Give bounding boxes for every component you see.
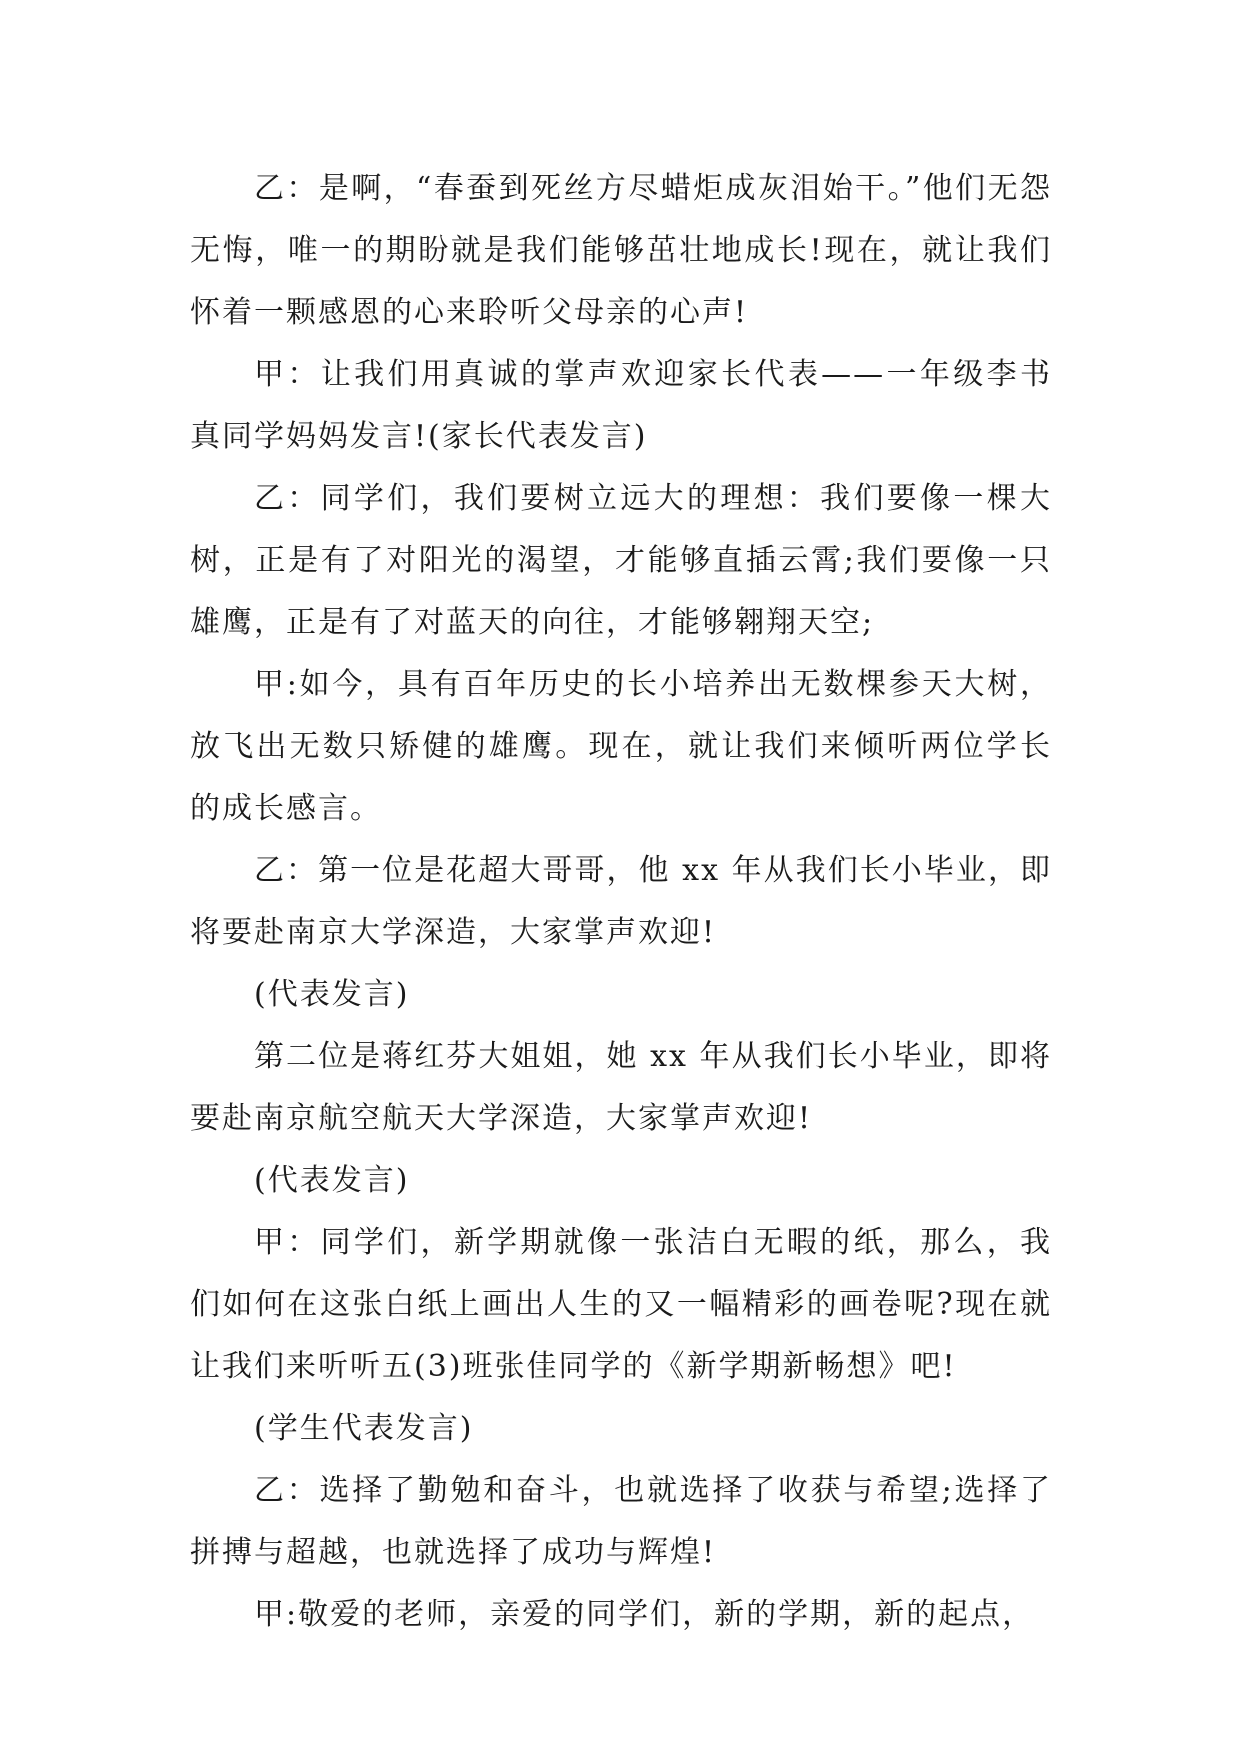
- paragraph: 乙：选择了勤勉和奋斗，也就选择了收获与希望;选择了拼搏与超越，也就选择了成功与辉煌!: [190, 1473, 1052, 1570]
- paragraph: 乙：第一位是花超大哥哥，他 xx 年从我们长小毕业，即将要赴南京大学深造，大家掌声欢迎!: [190, 853, 1052, 950]
- paragraph: (代表发言): [254, 1163, 410, 1198]
- paragraph: 第二位是蒋红芬大姐姐，她 xx 年从我们长小毕业，即将要赴南京航空航天大学深造，大家掌声欢迎!: [190, 1039, 1052, 1136]
- paragraph: (学生代表发言): [254, 1411, 474, 1446]
- paragraph: 甲:如今，具有百年历史的长小培养出无数棵参天大树，放飞出无数只矫健的雄鹰。现在，就让我们来倾听两位学长的成长感言。: [190, 667, 1052, 826]
- paragraph: 甲：让我们用真诚的掌声欢迎家长代表——一年级李书真同学妈妈发言!(家长代表发言): [190, 357, 1052, 454]
- paragraph: (代表发言): [254, 977, 410, 1012]
- paragraph: 乙：是啊，“春蚕到死丝方尽蜡炬成灰泪始干。”他们无怨无悔，唯一的期盼就是我们能够茁壮地成长!现在，就让我们怀着一颗感恩的心来聆听父母亲的心声!: [190, 171, 1052, 330]
- paragraph: 甲：同学们，新学期就像一张洁白无暇的纸，那么，我们如何在这张白纸上画出人生的又一幅精彩的画卷呢?现在就让我们来听听五(3)班张佳同学的《新学期新畅想》吧!: [190, 1225, 1052, 1384]
- paragraph: 甲:敬爱的老师，亲爱的同学们，新的学期，新的起点，: [254, 1597, 1035, 1632]
- document-body: [190, 158, 1052, 1646]
- paragraph: 乙：同学们，我们要树立远大的理想：我们要像一棵大树，正是有了对阳光的渴望，才能够直插云霄;我们要像一只雄鹰，正是有了对蓝天的向往，才能够翱翔天空;: [190, 481, 1052, 640]
